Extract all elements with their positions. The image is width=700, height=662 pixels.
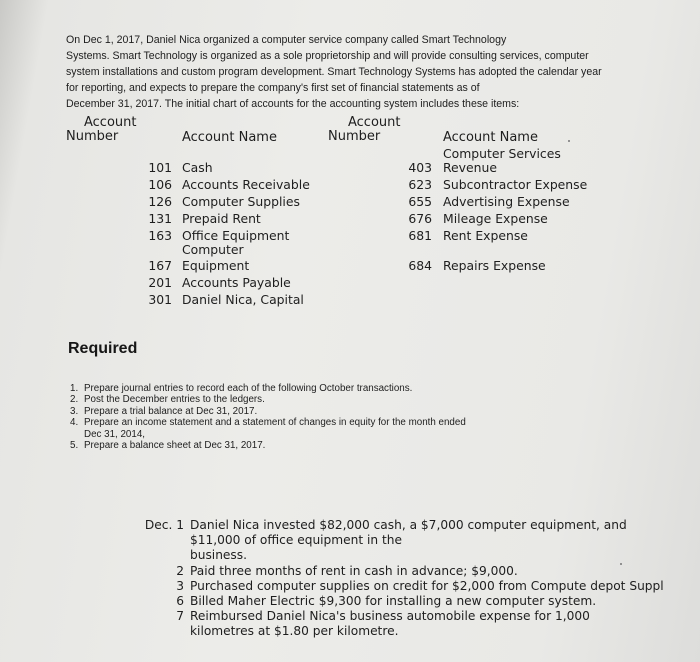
account-name: Rent Expense — [443, 228, 528, 243]
item-number: 2. — [70, 394, 79, 406]
left-account-number-header-2: Number — [66, 129, 119, 144]
required-list — [70, 383, 590, 451]
transaction-row — [132, 518, 692, 564]
account-number: 684 — [408, 258, 432, 273]
account-name: Daniel Nica, Capital — [182, 292, 304, 307]
transaction-line: Billed Maher Electric $9,300 for installing a new computer system. — [190, 594, 597, 609]
account-number: 681 — [408, 228, 432, 243]
transaction-line: kilometres at $1.80 per kilometre. — [190, 624, 399, 639]
stray-mark — [568, 140, 570, 142]
transaction-line: Reimbursed Daniel Nica's business automobile expense for 1,000 — [190, 609, 590, 624]
transaction-row — [132, 564, 692, 579]
intro-line: for reporting, and expects to prepare the company's first set of financial statements as of — [66, 82, 480, 94]
required-item — [70, 394, 590, 405]
item-number: 1. — [70, 383, 79, 394]
item-text: Prepare a trial balance at Dec 31, 2017. — [84, 405, 258, 417]
transaction-date: 2 — [176, 563, 184, 578]
item-number: 5. — [70, 440, 79, 452]
account-number: 623 — [408, 177, 432, 192]
account-name: Cash — [182, 160, 213, 175]
account-name: Accounts Receivable — [182, 177, 310, 192]
transaction-text — [190, 564, 692, 579]
account-name: Prepaid Rent — [182, 211, 261, 226]
account-name: Revenue — [443, 160, 497, 175]
account-name: Computer — [182, 242, 244, 257]
transaction-date: 6 — [176, 594, 184, 609]
required-item — [70, 440, 590, 451]
account-number: 131 — [148, 211, 172, 226]
transaction-row — [132, 579, 692, 594]
account-name: Mileage Expense — [443, 211, 548, 226]
item-text: Prepare journal entries to record each of the following October transactions. — [84, 383, 413, 394]
item-text: Post the December entries to the ledgers. — [84, 394, 265, 406]
required-heading: Required — [68, 340, 138, 357]
intro-line: Systems. Smart Technology is organized as a sole proprietorship and will provide consulting services, computer — [66, 50, 589, 62]
account-name: Accounts Payable — [182, 275, 291, 290]
account-number: 163 — [148, 228, 172, 243]
required-item — [70, 406, 590, 417]
transaction-row — [132, 594, 692, 609]
left-account-name-header: Account Name — [182, 130, 277, 145]
transaction-line: $11,000 of office equipment in the — [190, 533, 403, 548]
account-number: 676 — [408, 211, 432, 226]
transaction-text — [190, 594, 692, 609]
transaction-row — [132, 609, 692, 639]
account-name: Office Equipment — [182, 228, 290, 243]
left-account-number-header-1: Account — [84, 115, 137, 130]
account-number: 106 — [148, 177, 172, 192]
account-name: Computer Services — [443, 146, 561, 161]
account-number: 403 — [408, 160, 432, 175]
account-number: 101 — [148, 160, 172, 175]
transaction-date: 3 — [176, 578, 184, 593]
transaction-line: Daniel Nica invested $82,000 cash, a $7,000 computer equipment, and — [190, 518, 627, 532]
item-number: 3. — [70, 405, 79, 417]
transaction-line: business. — [190, 548, 247, 563]
item-text: Prepare a balance sheet at Dec 31, 2017. — [84, 440, 266, 452]
item-text: Dec 31, 2014, — [84, 428, 146, 440]
account-name: Advertising Expense — [443, 194, 570, 209]
transaction-line: Paid three months of rent in cash in advance; $9,000. — [190, 563, 518, 578]
required-item — [70, 417, 590, 428]
transaction-text — [190, 609, 692, 639]
required-item — [70, 429, 590, 440]
account-number: 167 — [148, 258, 172, 273]
transaction-date: 7 — [176, 609, 184, 624]
right-account-number-header-2: Number — [328, 129, 381, 144]
account-number: 126 — [148, 194, 172, 209]
account-name: Computer Supplies — [182, 194, 300, 209]
intro-line: December 31, 2017. The initial chart of accounts for the accounting system includes these items: — [66, 98, 520, 110]
account-name: Equipment — [182, 258, 250, 273]
intro-line: On Dec 1, 2017, Daniel Nica organized a computer service company called Smart Technology — [66, 34, 507, 46]
intro-paragraph — [66, 32, 666, 112]
item-text: Prepare an income statement and a statement of changes in equity for the month ended — [84, 417, 466, 429]
right-account-number-header-1: Account — [348, 115, 401, 130]
account-name: Repairs Expense — [443, 258, 546, 273]
account-number: 655 — [408, 194, 432, 209]
item-number — [70, 429, 84, 440]
transaction-line: Purchased computer supplies on credit for $2,000 from Compute depot Suppl — [190, 578, 664, 593]
item-number: 4. — [70, 417, 79, 429]
stray-mark — [620, 563, 622, 565]
account-number: 201 — [148, 275, 172, 290]
transaction-text — [190, 579, 692, 594]
transaction-list — [132, 518, 692, 640]
transaction-text — [190, 518, 692, 564]
right-account-name-header: Account Name — [443, 130, 538, 145]
intro-line: system installations and custom program development. Smart Technology Systems has adopted the calendar year — [66, 66, 602, 78]
account-name: Subcontractor Expense — [443, 177, 588, 192]
required-item — [70, 383, 590, 394]
account-number: 301 — [148, 292, 172, 307]
transaction-date: Dec. 1 — [144, 518, 184, 532]
